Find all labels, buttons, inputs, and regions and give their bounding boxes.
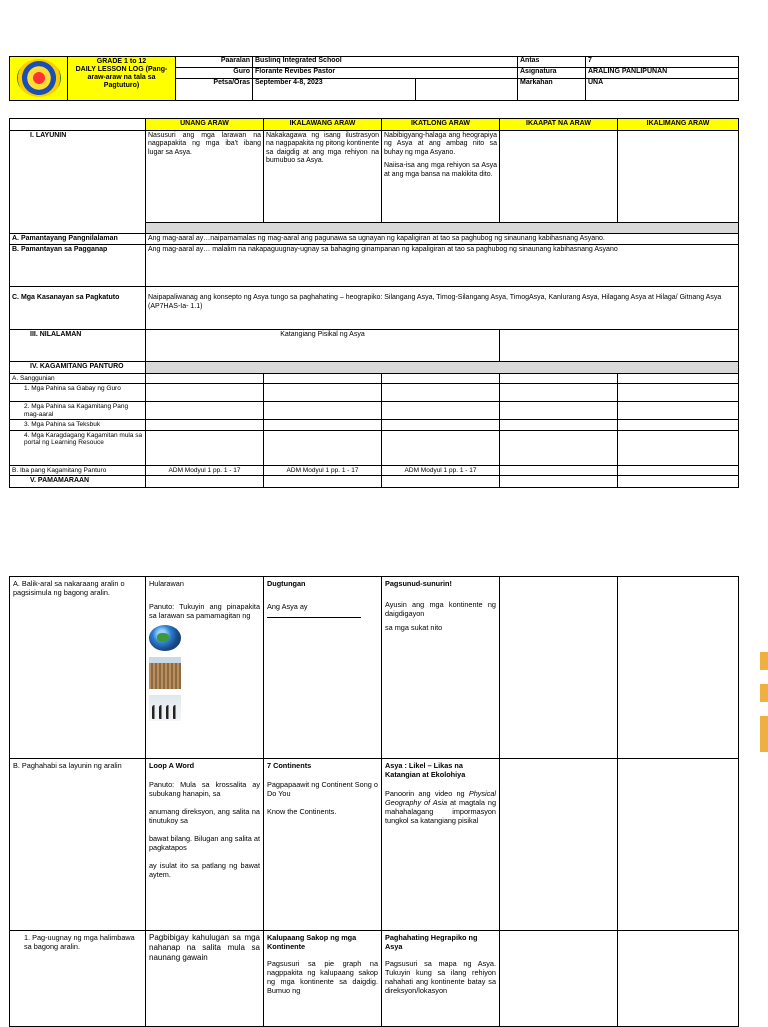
quarter-label: Markahan [518,79,586,101]
kagamitan-gray-bar [146,362,739,374]
date-value: September 4-8, 2023 [253,79,416,101]
subject-value: ARALING PANLIPUNAN [586,68,739,79]
layunin-gray-bar [146,222,739,233]
section-c-day1 [146,931,264,1027]
section-b-day3-p1-italic: Physical Geography of Asia [385,789,496,807]
layunin-day3-b: Naiisa-isa ang mga rehiyon sa Asya at ang mga bansa na makikita dito. [384,162,497,178]
section-c-day3-title: Paghahating Hegrapiko ng Asya [385,933,478,951]
lesson-table-top [9,118,739,488]
layunin-day2: Nakakagawa ng isang ilustrasyon na nagpapakita ng pitong kontinente sa daigdig at ang mga rehiyon na bumubuo sa Asya. [264,130,382,222]
grade-line1: GRADE 1 to 12 [96,58,147,65]
section-a-day1 [146,577,264,759]
day-header-4: IKAAPAT NA ARAW [500,119,618,131]
adm-day3: ADM Modyul 1 pp. 1 - 17 [382,465,500,476]
pamantayan-b-text: Ang mag-aaral ay… malalim na nakapaguugnay-ugnay sa bahaging ginampanan ng kapaligiran at tao sa paghubog ng sinaunang kabihasnang Asyano [146,245,739,287]
pamamaraan-label: V. PAMAMARAAN [10,476,146,488]
layunin-day4 [500,130,618,222]
edge-mark-3 [760,716,768,752]
sanggunian-item-4: 4. Mga Karagdagang Kagamitan mula sa portal ng Learning Resouce [10,430,146,465]
nilalaman-text: Katangiang Pisikal ng Asya [146,330,500,362]
section-c-label: 1. Pag-uugnay ng mga halimbawa sa bagong aralin. [10,931,146,1027]
section-a-day2-title: Dugtungan [267,579,306,588]
teacher-value: Florante Revibes Pastor [253,68,518,79]
section-b-day3-p1b: at magtala ng mahahalagang impormasyon tungkol sa katangiang pisikal [385,798,497,825]
edge-mark-2 [760,684,768,702]
pamantayan-b-label: B. Pamantayan sa Pagganap [10,245,146,287]
subject-label: Asignatura [518,68,586,79]
section-c-day2-title: Kalupaang Sakop ng mga Kontinente [267,933,357,951]
layunin-label: I. LAYUNIN [10,130,146,233]
section-b-day3-p1 [385,789,496,825]
section-a-day1-text: Panuto: Tukuyin ang pinapakita sa larawan sa pamamagitan ng [149,602,260,620]
penguins-image [149,695,181,721]
section-b-day3-p1a: Panoorin ang video ng [385,789,465,798]
section-b-day1-title: Loop A Word [149,761,195,770]
sanggunian-label: A. Sanggunian [10,373,146,384]
school-value: Buslinq Integrated School [253,57,518,68]
nilalaman-blank [500,330,739,362]
section-a-day3-text2: sa mga sukat nito [385,623,443,632]
section-c-day2 [264,931,382,1027]
kasanayan-label: C. Mga Kasanayan sa Pagkatuto [10,287,146,330]
section-b-label: B. Paghahabi sa layunin ng aralin [10,759,146,931]
section-a-day3 [382,577,500,759]
section-a-day2 [264,577,382,759]
sanggunian-item-2: 2. Mga Pahina sa Kagamitang Pang mag-aaral [10,402,146,420]
section-a-day1-title: Hularawan [149,579,184,588]
pamantayan-a-text: Ang mag-aaral ay…naipamamalas ng mag-aaral ang pagunawa sa ugnayan ng kapaligiran at tao sa paghubog ng sinaunang kabihasnang Asyano. [146,233,739,245]
field-image [149,657,181,689]
layunin-day3-a: Nabibigyang-halaga ang heograpiya ng Asya at ang ambag nito sa buhay ng mga Asyano. [384,131,497,156]
section-b-day1-p2: anumang direksyon, ang salita na tinutukoy sa [149,807,260,825]
date-label: Petsa/Oras [176,79,253,101]
section-b-day2-title: 7 Continents [267,761,312,770]
section-b-day1-p3: bawat bilang. Bilugan ang salita at pagkatapos [149,834,260,852]
pamantayan-a-label: A. Pamantayang Pangnilalaman [10,233,146,245]
day-header-5: IKALIMANG ARAW [618,119,739,131]
section-b-day1-p4: ay isulat ito sa patlang ng bawat aytem. [149,861,260,879]
section-b-day2 [264,759,382,931]
date-extra [416,79,518,101]
section-a-label: A. Balik-aral sa nakaraang aralin o pagsisimula ng bagong aralin. [10,577,146,759]
day-header-3: IKATLONG ARAW [382,119,500,131]
fill-in-blank-line [267,616,361,618]
lesson-table-procedure [9,576,739,1027]
edge-mark-1 [760,652,768,670]
day-header-1: UNANG ARAW [146,119,264,131]
level-value: 7 [586,57,739,68]
section-b-day3 [382,759,500,931]
level-label: Antas [518,57,586,68]
adm-day2: ADM Modyul 1 pp. 1 - 17 [264,465,382,476]
section-b-day2-p1: Pagpapaawit ng Continent Song o Do You [267,780,378,798]
section-b-day1 [146,759,264,931]
section-a-day3-text1: Ayusin ang mga kontinente ng daigdigayon [385,600,496,618]
layunin-day1: Nasusuri ang mga larawan na nagpapakita ng mga iba't ibang lugar sa Asya. [146,130,264,222]
school-seal-cell [10,57,68,101]
section-b-day2-p2: Know the Continents. [267,807,337,816]
nilalaman-label: III. NILALAMAN [10,330,146,362]
section-b-day3-title: Asya : Likel – Likas na Katangian at Ekolohiya [385,761,466,779]
quarter-value: UNA [586,79,739,101]
school-label: Paaralan [176,57,253,68]
section-a-day3-title: Pagsunud-sunurin! [385,579,452,588]
days-header-blank [10,119,146,131]
header-table [9,56,739,101]
sanggunian-item-3: 3. Mga Pahina sa Teksbuk [10,420,146,431]
kasanayan-text: Naipapaliwanag ang konsepto ng Asya tungo sa paghahating – heograpiko: Silangang Asya, Timog-Silangang Asya, TimogAsya, Kanlurang Asya, Hilagang Asya at Hilaga/ Gitnang Asya (AP7HAS-Ia- 1.1) [146,287,739,330]
grade-line2: DAILY LESSON LOG (Pang-araw-araw na tala sa Pagtuturo) [75,66,168,89]
sanggunian-item-1: 1. Mga Pahina sa Gabay ng Guro [10,384,146,402]
iba-pang-kagamitan-label: B. Iba pang Kagamitang Panturo [10,465,146,476]
section-c-day3 [382,931,500,1027]
school-seal-icon [17,59,61,97]
teacher-label: Guro [176,68,253,79]
day-header-2: IKALAWANG ARAW [264,119,382,131]
grade-title-cell [68,57,176,101]
section-b-day1-p1: Panuto: Mula sa krossalita ay subukang hanapin, sa [149,780,260,798]
layunin-day3 [382,130,500,222]
section-a-day2-text: Ang Asya ay [267,602,308,611]
globe-image [149,625,181,651]
section-c-day2-text: Pagsusuri sa pie graph na nagppakita ng kalupaang sakop ng mga kontinente sa daigdig. Bumuo ng [267,959,378,995]
section-c-day1-text: Pagbibigay kahulugan sa mga nahanap na salita mula sa naunang gawain [149,933,260,962]
kagamitan-label: IV. KAGAMITANG PANTURO [10,362,146,374]
adm-day1: ADM Modyul 1 pp. 1 - 17 [146,465,264,476]
section-c-day3-text: Pagsusuri sa mapa ng Asya. Tukuyin kung sa ilang rehiyon nahahati ang kontinente batay sa direksyon/lokasyon [385,959,496,995]
layunin-day5 [618,130,739,222]
